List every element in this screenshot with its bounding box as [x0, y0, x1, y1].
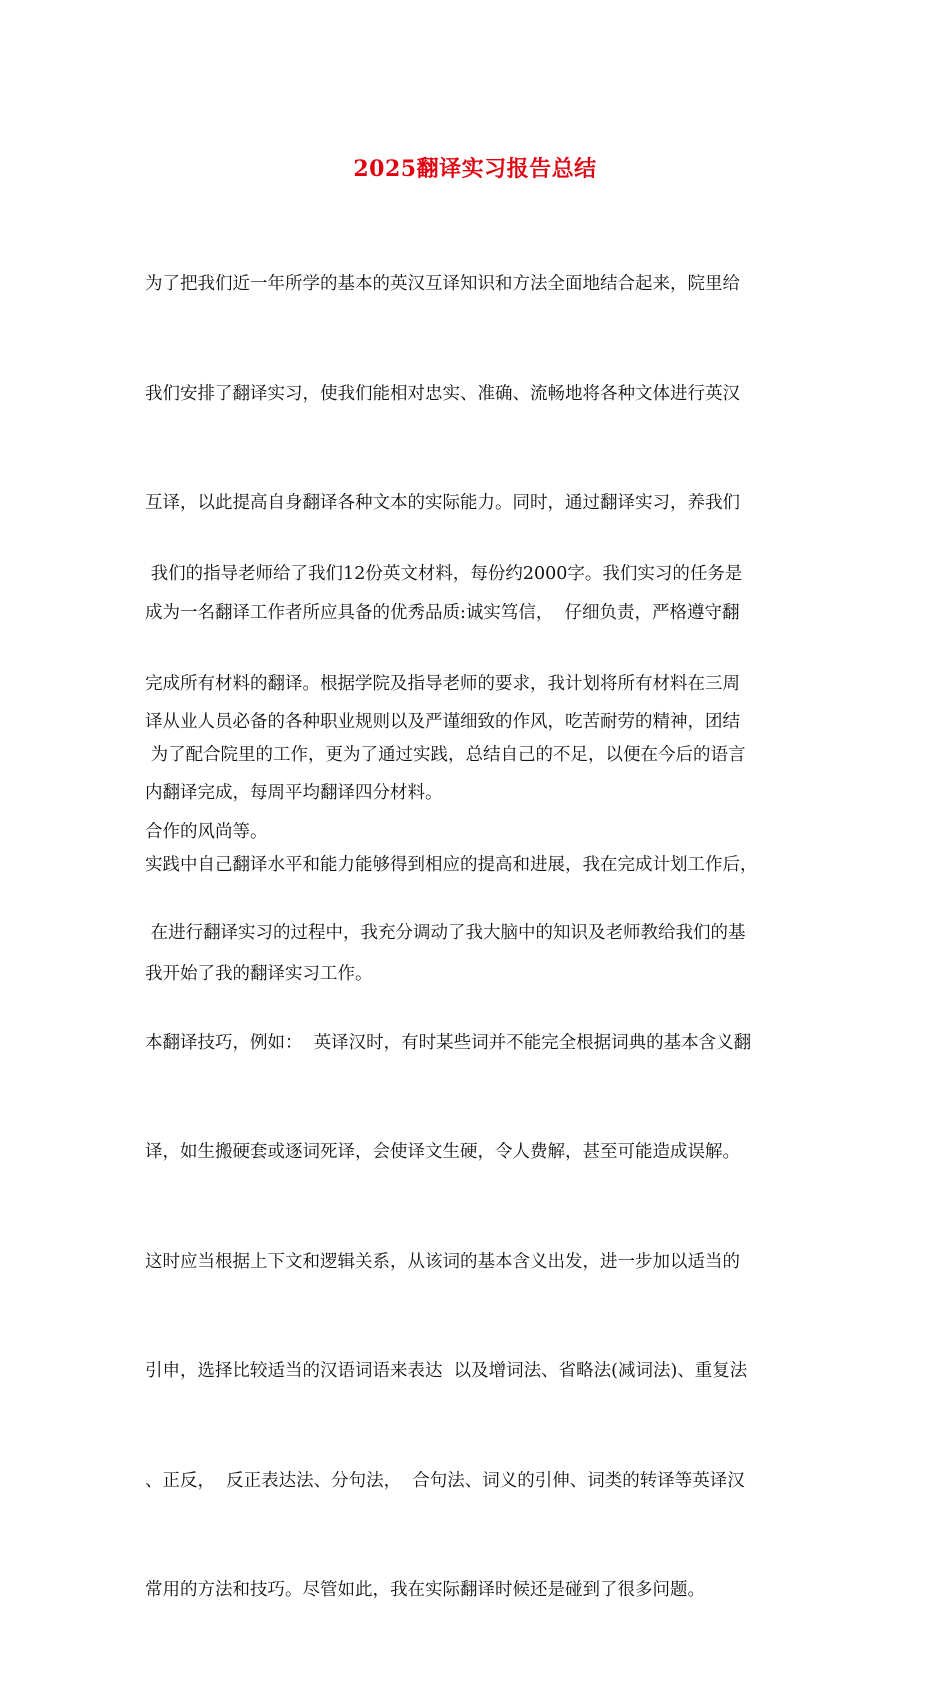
- paragraph-line: 成为一名翻译工作者所应具备的优秀品质:诚实笃信， 仔细负责，严格遵守翻: [145, 602, 740, 623]
- paragraph-4: [145, 842, 807, 1682]
- paragraph-line: 这时应当根据上下文和逻辑关系，从该词的基本含义出发，进一步加以适当的: [145, 1251, 740, 1272]
- paragraph-line: 完成所有材料的翻译。根据学院及指导老师的要求，我计划将所有材料在三周: [145, 673, 740, 694]
- paragraph-line: 我们安排了翻译实习，使我们能相对忠实、准确、流畅地将各种文体进行英汉: [145, 383, 740, 404]
- paragraph-line: 常用的方法和技巧。尽管如此，我在实际翻译时候还是碰到了很多问题。: [145, 1580, 705, 1600]
- paragraph-line: 译，如生搬硬套或逐词死译，会使译文生硬，令人费解，甚至可能造成误解。: [145, 1142, 740, 1162]
- paragraph-line: 内翻译完成，每周平均翻译四分材料。: [145, 783, 443, 803]
- paragraph-line: 本翻译技巧，例如： 英译汉时，有时某些词并不能完全根据词典的基本含义翻: [145, 1032, 752, 1053]
- document-title: 2025翻译实习报告总结: [353, 156, 597, 182]
- paragraph-line: 实践中自己翻译水平和能力能够得到相应的提高和进展，我在完成计划工作后，: [145, 854, 758, 875]
- paragraph-line: 在进行翻译实习的过程中，我充分调动了我大脑中的知识及老师教给我们的基: [145, 923, 746, 943]
- paragraph-line: 合作的风尚等。: [145, 821, 268, 842]
- paragraph-line: 为了把我们近一年所学的基本的英汉互译知识和方法全面地结合起来，院里给: [145, 274, 740, 294]
- paragraph-line: 我开始了我的翻译实习工作。: [145, 964, 373, 984]
- paragraph-line: 、正反， 反正表达法、分句法， 合句法、词义的引伸、词类的转译等英译汉: [145, 1470, 745, 1491]
- paragraph-line: 互译，以此提高自身翻译各种文本的实际能力。同时，通过翻译实习，养我们: [145, 493, 740, 513]
- paragraph-line: 为了配合院里的工作，更为了通过实践，总结自己的不足，以便在今后的语言: [145, 745, 746, 765]
- paragraph-line: 我们的指导老师给了我们12份英文材料，每份约2000字。我们实习的任务是: [145, 564, 743, 584]
- paragraph-line: 译从业人员必备的各种职业规则以及严谨细致的作风，吃苦耐劳的精神，团结: [145, 712, 740, 732]
- paragraph-line: 引申，选择比较适当的汉语词语来表达 以及增词法、省略法(减词法)、重复法: [145, 1361, 748, 1381]
